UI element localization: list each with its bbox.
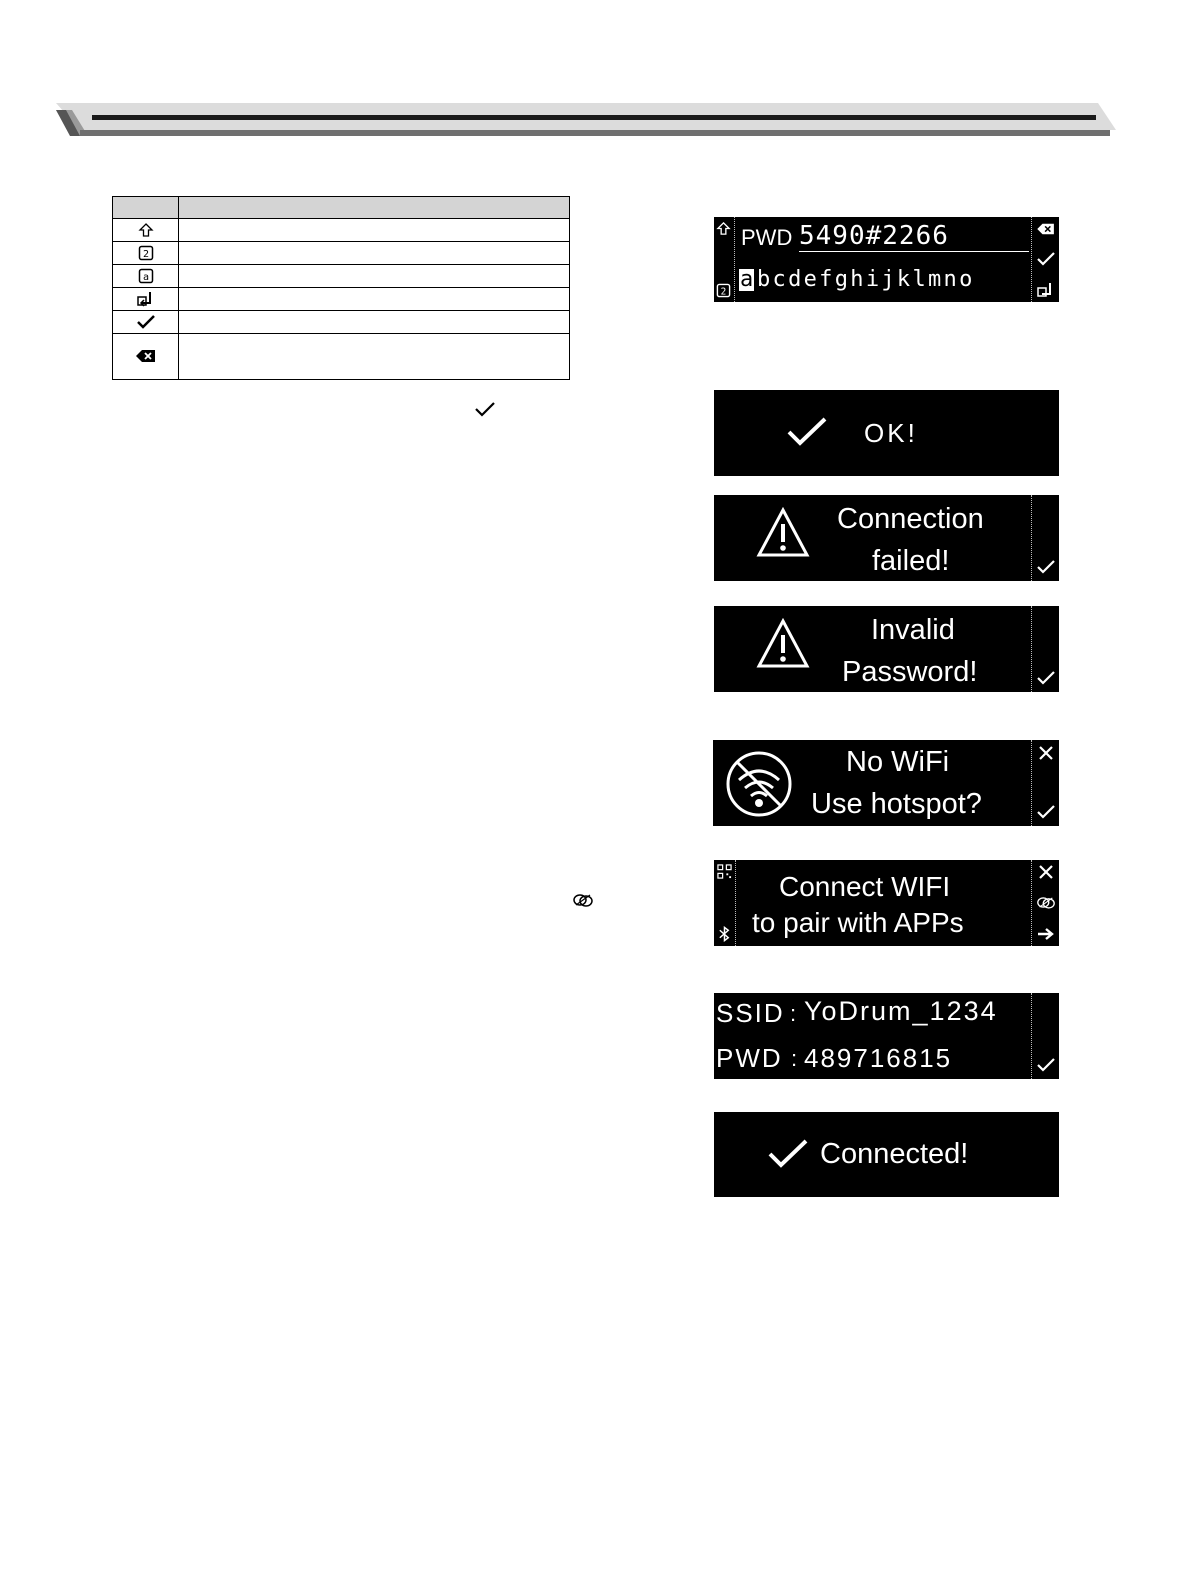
pair-link-icon[interactable] bbox=[1036, 895, 1056, 910]
confirm-check-icon[interactable] bbox=[1036, 804, 1056, 820]
check-icon bbox=[786, 416, 828, 448]
warning-icon bbox=[756, 618, 810, 670]
ok-message: OK! bbox=[864, 418, 918, 448]
message-line2: Password! bbox=[842, 656, 978, 688]
password-label: PWD bbox=[741, 225, 793, 250]
svg-text:a: a bbox=[142, 271, 149, 283]
close-icon[interactable] bbox=[1038, 745, 1054, 761]
message-line2: to pair with APPs bbox=[752, 907, 964, 938]
no-wifi-icon bbox=[725, 750, 793, 818]
confirm-check-icon[interactable] bbox=[1036, 251, 1056, 267]
check-icon bbox=[766, 1138, 810, 1170]
pwd-value: 489716815 bbox=[804, 1043, 953, 1073]
table-row bbox=[113, 334, 570, 380]
shift-icon bbox=[716, 221, 731, 236]
svg-text:2: 2 bbox=[142, 248, 149, 260]
lcd-invalid-password bbox=[714, 606, 1059, 692]
lcd-hotspot-info bbox=[714, 993, 1059, 1079]
close-icon[interactable] bbox=[1038, 864, 1054, 880]
message-line1: Connect WIFI bbox=[779, 871, 951, 902]
pair-link-icon bbox=[572, 892, 594, 908]
numeric-mode-icon bbox=[716, 283, 731, 298]
numeric-mode-icon bbox=[138, 245, 154, 261]
check-icon bbox=[474, 400, 496, 418]
page-header-banner bbox=[0, 0, 1192, 160]
message-line1: No WiFi bbox=[846, 746, 950, 778]
icon-legend-table bbox=[112, 196, 570, 380]
ssid-value: YoDrum_1234 bbox=[804, 996, 998, 1026]
password-value: 5490#2266 bbox=[799, 221, 949, 251]
confirm-check-icon[interactable] bbox=[1036, 559, 1056, 575]
shift-icon bbox=[138, 222, 154, 238]
letter-mode-icon bbox=[138, 268, 154, 284]
table-row bbox=[113, 265, 570, 288]
table-row bbox=[113, 311, 570, 334]
table-row bbox=[113, 242, 570, 265]
pwd-label: PWD bbox=[716, 1043, 783, 1073]
password-underline bbox=[799, 251, 1029, 252]
lcd-password-entry bbox=[714, 217, 1059, 302]
message-line2: failed! bbox=[872, 545, 950, 577]
selected-char[interactable]: a bbox=[740, 267, 754, 292]
confirm-check-icon[interactable] bbox=[1036, 670, 1056, 686]
char-picker-row[interactable]: bcdefghijklmno bbox=[757, 267, 975, 292]
backspace-icon bbox=[135, 348, 157, 364]
enter-icon[interactable] bbox=[1037, 282, 1055, 298]
svg-text:2: 2 bbox=[720, 286, 727, 298]
table-row bbox=[113, 219, 570, 242]
message-line1: Connection bbox=[837, 503, 984, 535]
qr-code-icon bbox=[717, 864, 732, 879]
pwd-colon: : bbox=[791, 1046, 798, 1071]
message-line1: Invalid bbox=[871, 614, 955, 646]
lcd-no-wifi bbox=[713, 740, 1059, 826]
lcd-connection-failed bbox=[714, 495, 1059, 581]
lcd-connect-wifi-pair bbox=[714, 860, 1059, 946]
message-line2: Use hotspot? bbox=[811, 788, 982, 820]
ssid-colon: : bbox=[790, 1001, 797, 1026]
ssid-label: SSID bbox=[716, 998, 785, 1028]
lcd-ok bbox=[714, 390, 1059, 476]
warning-icon bbox=[756, 507, 810, 559]
confirm-check-icon[interactable] bbox=[1036, 1057, 1056, 1073]
confirm-check-icon bbox=[136, 314, 156, 330]
connected-message: Connected! bbox=[820, 1138, 969, 1170]
lcd-connected bbox=[714, 1112, 1059, 1197]
backspace-icon[interactable] bbox=[1036, 222, 1056, 236]
table-header-row bbox=[113, 197, 570, 219]
enter-icon bbox=[137, 291, 155, 307]
table-row bbox=[113, 288, 570, 311]
bluetooth-icon bbox=[717, 926, 732, 942]
next-arrow-icon[interactable] bbox=[1037, 927, 1055, 941]
